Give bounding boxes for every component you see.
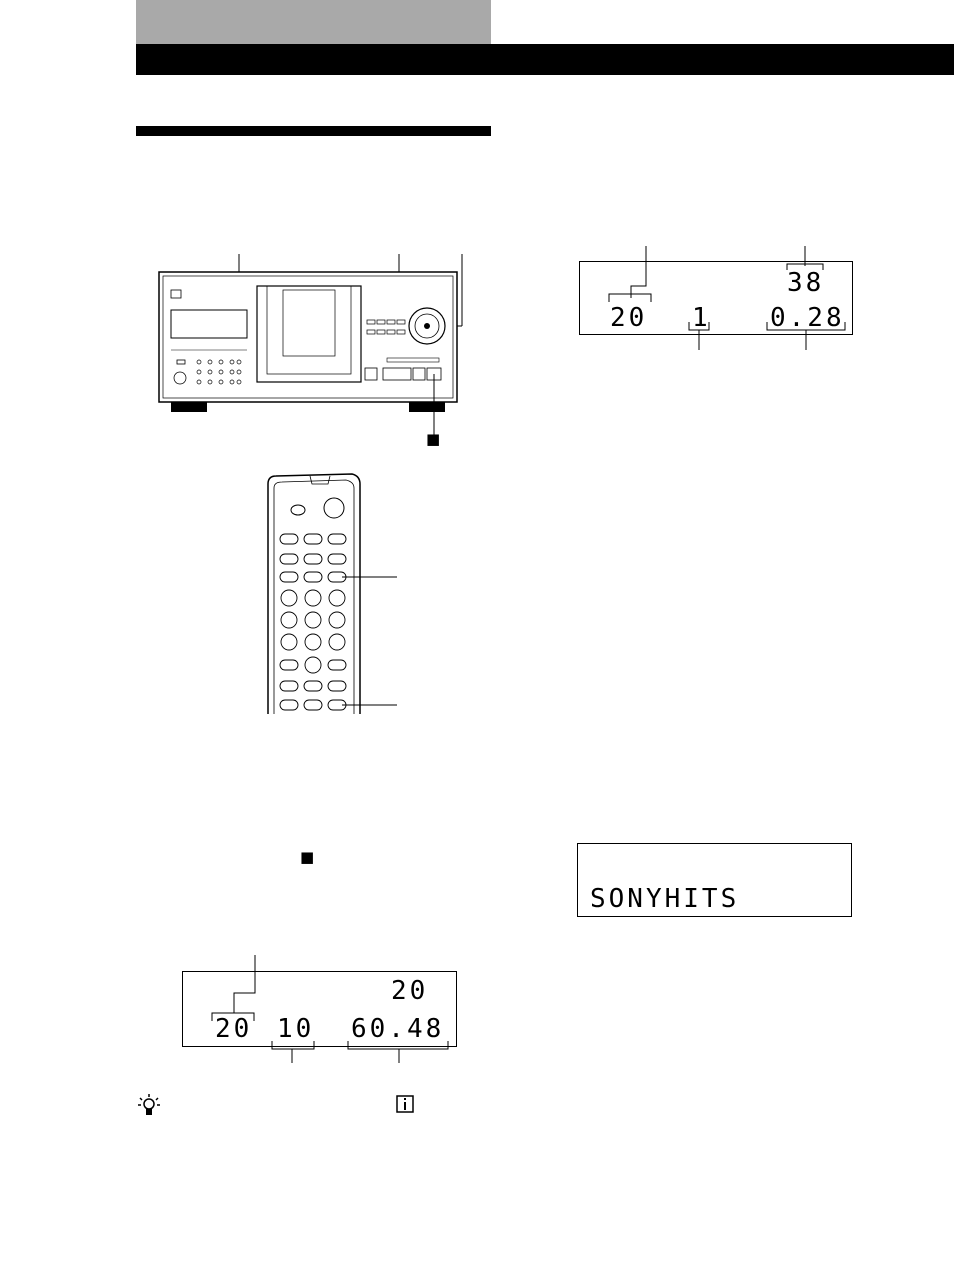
display-panel-name <box>577 843 852 917</box>
display-middle-number: 10 <box>277 1014 315 1044</box>
lightbulb-tip-icon <box>136 1093 162 1119</box>
section-rule <box>136 126 491 136</box>
cd-player-illustration <box>155 250 475 450</box>
display-bottom-callouts <box>182 955 462 1065</box>
header-tab <box>136 0 491 44</box>
display-right-number: 60.48 <box>351 1014 445 1044</box>
display-right-number: 0.28 <box>770 303 845 333</box>
remote-drawing <box>262 470 407 715</box>
cd-player-drawing <box>155 250 475 450</box>
info-icon <box>396 1095 414 1113</box>
display-name-text: SONYHITS <box>590 884 740 914</box>
display-top-number: 38 <box>787 268 825 298</box>
stop-symbol-label: ■ <box>426 430 441 448</box>
display-top-callouts <box>579 240 859 355</box>
display-left-number: 20 <box>215 1014 253 1044</box>
stop-symbol-text: ■ <box>300 848 315 866</box>
header-bar <box>136 44 954 75</box>
display-top-number: 20 <box>391 976 429 1006</box>
display-left-number: 20 <box>610 303 648 333</box>
display-middle-number: 1 <box>692 303 711 333</box>
remote-illustration <box>262 470 407 715</box>
